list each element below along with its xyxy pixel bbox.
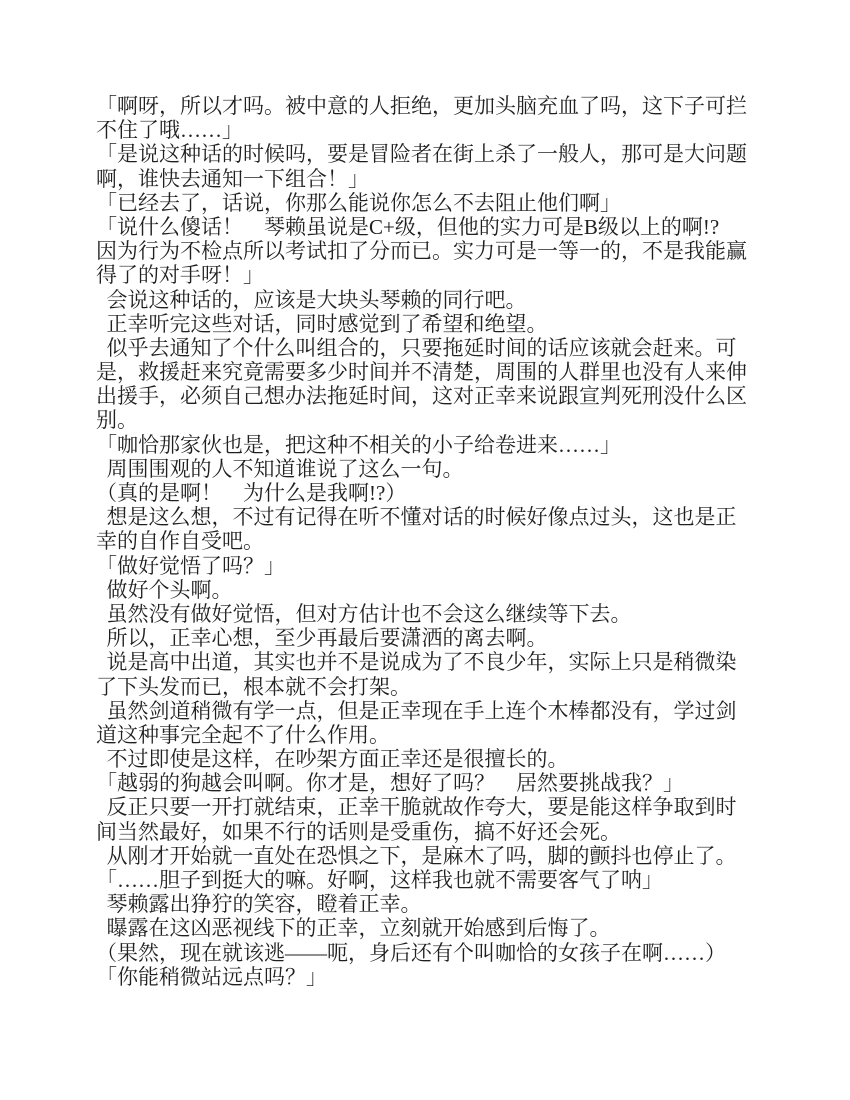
text-line: 虽然剑道稍微有学一点，但是正幸现在手上连个木棒都没有，学过剑	[96, 698, 737, 723]
text-line: 不过即使是这样，在吵架方面正幸还是很擅长的。	[96, 747, 569, 772]
text-line: 做好个头啊。	[96, 577, 233, 602]
text-line: 间当然最好，如果不行的话则是受重伤，搞不好还会死。	[96, 819, 621, 844]
text-line: 正幸听完这些对话，同时感觉到了希望和绝望。	[96, 311, 548, 336]
text-line: 周围围观的人不知道谁说了这么一句。	[96, 456, 464, 481]
text-line: 「啊呀，所以才吗。被中意的人拒绝，更加头脑充血了吗，这下子可拦	[96, 94, 747, 118]
text-line: 想是这么想，不过有记得在听不懂对话的时候好像点过头，这也是正	[96, 505, 737, 530]
text-line: 琴赖露出狰狞的笑容，瞪着正幸。	[96, 892, 422, 917]
text-line: 「越弱的狗越会叫啊。你才是，想好了吗？ 居然要挑战我？」	[96, 771, 684, 796]
text-line: 道这种事完全起不了什么作用。	[96, 722, 390, 747]
text-line: 「你能稍微站远点吗？」	[96, 964, 327, 989]
text-line: （真的是啊！ 为什么是我啊!?）	[96, 481, 407, 505]
text-line: 从刚才开始就一直处在恐惧之下，是麻木了吗，脚的颤抖也停止了。	[96, 843, 737, 868]
text-line: 出援手，必须自己想办法拖延时间，这对正幸来说跟宣判死刑没什么区	[96, 384, 747, 409]
text-line: 「已经去了，话说，你那么能说你怎么不去阻止他们啊」	[96, 190, 621, 215]
text-line: 了下头发而已，根本就不会打架。	[96, 674, 411, 699]
text-line: 幸的自作自受吧。	[96, 529, 264, 554]
text-line: 「……胆子到挺大的嘛。好啊，这样我也就不需要客气了呐」	[96, 868, 663, 892]
text-line: 虽然没有做好觉悟，但对方估计也不会这么继续等下去。	[96, 601, 632, 626]
text-line: 「是说这种话的时候吗，要是冒险者在街上杀了一般人，那可是大问题	[96, 142, 747, 167]
text-line: 似乎去通知了个什么叫组合的，只要拖延时间的话应该就会赶来。可	[96, 335, 737, 360]
text-line: 说是高中出道，其实也并不是说成为了不良少年，实际上只是稍微染	[96, 650, 737, 675]
text-line: （果然，现在就该逃——呃，身后还有个叫咖恰的女孩子在啊……）	[96, 940, 726, 965]
text-block	[96, 94, 764, 989]
text-line: 「咖恰那家伙也是，把这种不相关的小子给卷进来……」	[96, 432, 621, 457]
text-line: 啊，谁快去通知一下组合！」	[96, 166, 369, 191]
text-line: 「说什么傻话！ 琴赖虽说是C+级，但他的实力可是B级以上的啊!?	[96, 214, 720, 239]
text-line: 所以，正幸心想，至少再最后要潇洒的离去啊。	[96, 626, 548, 651]
text-line: 反正只要一开打就结束，正幸干脆就故作夸大，要是能这样争取到时	[96, 795, 737, 820]
text-line: 曝露在这凶恶视线下的正幸，立刻就开始感到后悔了。	[96, 916, 611, 941]
text-line: 不住了哦……」	[96, 118, 243, 143]
text-line: 得了的对手呀！」	[96, 263, 264, 288]
text-line: 是，救援赶来究竟需要多少时间并不清楚，周围的人群里也没有人来伸	[96, 360, 747, 385]
text-line: 因为行为不检点所以考试扣了分而已。实力可是一等一的，不是我能赢	[96, 239, 747, 264]
text-line: 会说这种话的，应该是大块头琴赖的同行吧。	[96, 287, 527, 312]
text-line: 别。	[96, 408, 138, 433]
text-line: 「做好觉悟了吗？」	[96, 553, 285, 578]
